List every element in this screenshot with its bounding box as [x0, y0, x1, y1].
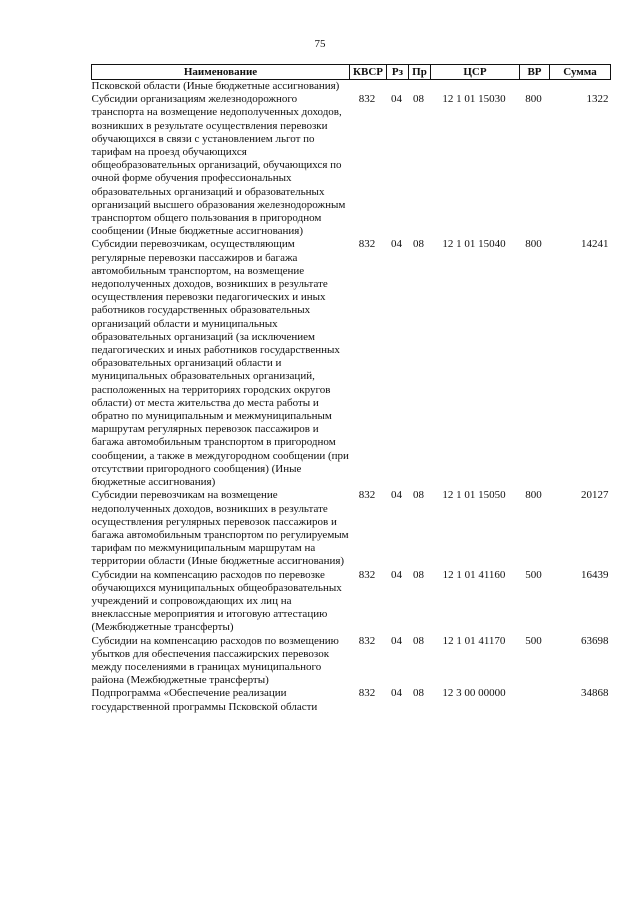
row-name: Субсидии перевозчикам, осуществляющим регулярные перевозки пассажиров и багажа автомобильным транспортом, на возмещение недополученных доходов, возникших в результате осуществления перевозки педагогических и иных работников государственных образовательных организаций области и муниципальных образовательных организаций (за исключением педагогических и иных работников государственных образовательных организаций области и муниципальных образовательных организаций, расположенных на территориях городских округов области) от места жительства до места работы и обратно по муниципальным и межмуниципальным маршрутам регулярных перевозок пассажиров и багажа автомобильным транспортом в пригородном сообщении, а также в междугородном сообщении (при отсутствии пригородного сообщения) (Иные бюджетные ассигнования): [91, 238, 349, 489]
row-pr: 08: [413, 687, 424, 700]
row-pr: 08: [413, 93, 424, 106]
table-row: [92, 687, 611, 713]
row-rz: 04: [391, 93, 402, 106]
row-csr: 12 1 01 15050: [442, 489, 506, 502]
header-csr: ЦСР: [431, 65, 520, 80]
row-vr: 500: [525, 568, 542, 581]
row-vr: 800: [525, 93, 542, 106]
row-vr: 800: [525, 238, 542, 251]
row-csr: 12 1 01 15040: [442, 238, 506, 251]
row-vr: 500: [525, 634, 542, 647]
row-name: Субсидии на компенсацию расходов по перевозке обучающихся муниципальных общеобразовательных учреждений и сопровождающих их лиц на внеклассные мероприятия и итоговую аттестацию (Межбюджетные трансферты): [91, 568, 342, 634]
row-sum: 34868: [581, 687, 609, 700]
row-pr: [409, 80, 431, 94]
row-name: Субсидии перевозчикам на возмещение недополученных доходов, возникших в результате осуществления регулярных перевозок пассажиров и багажа автомобильным транспортом по регулируемым тарифам по межмуниципальным маршрутам на территории области (Иные бюджетные ассигнования): [91, 489, 349, 568]
header-pr: Пр: [409, 65, 431, 80]
row-sum: 14241: [581, 238, 609, 251]
row-rz: 04: [391, 489, 402, 502]
row-pr: 08: [413, 489, 424, 502]
table-row: [92, 80, 611, 94]
row-kvsr: 832: [358, 93, 376, 106]
row-vr: [520, 687, 550, 713]
row-kvsr: 832: [358, 687, 376, 700]
row-rz: 04: [391, 687, 402, 700]
table-row: [92, 635, 611, 688]
row-name: Подпрограмма «Обеспечение реализации государственной программы Псковской области: [91, 687, 318, 713]
row-name: Субсидии организациям железнодорожного транспорта на возмещение недополученных доходов, возникших в результате осуществления перевозки обучающихся в связи с установлением льгот по тарифам на проезд обучающихся общеобразовательных организаций, обучающихся по очной форме обучения профессиональных образовательных организаций и образовательных организаций высшего образования железнодорожным транспортом общего пользования в пригородном сообщении (Иные бюджетные ассигнования): [91, 93, 346, 238]
row-sum: 63698: [581, 634, 609, 647]
row-rz: 04: [391, 238, 402, 251]
header-vr: ВР: [520, 65, 550, 80]
row-csr: 12 3 00 00000: [442, 687, 506, 700]
table-row: [92, 569, 611, 635]
row-rz: [387, 80, 409, 94]
table-row: [92, 489, 611, 568]
row-sum: 20127: [581, 489, 609, 502]
budget-table: [91, 64, 611, 714]
row-kvsr: 832: [358, 568, 376, 581]
row-csr: [431, 80, 520, 94]
row-kvsr: 832: [358, 489, 376, 502]
row-rz: 04: [391, 634, 402, 647]
row-kvsr: 832: [358, 634, 376, 647]
row-csr: 12 1 01 41170: [442, 634, 506, 647]
row-vr: 800: [525, 489, 542, 502]
row-vr: [520, 80, 550, 94]
header-kvsr: КВСР: [350, 65, 387, 80]
header-name: Наименование: [92, 65, 350, 80]
row-sum: 1322: [586, 93, 609, 106]
row-pr: 08: [413, 568, 424, 581]
row-sum: 16439: [581, 568, 609, 581]
page-number: 75: [314, 38, 326, 50]
row-name: Субсидии на компенсацию расходов по возмещению убытков для обеспечения пассажирских перевозок между поселениями в границах муниципального района (Межбюджетные трансферты): [91, 634, 339, 687]
header-sum: Сумма: [550, 65, 611, 80]
table-row: [92, 238, 611, 489]
row-pr: 08: [413, 634, 424, 647]
row-rz: 04: [391, 568, 402, 581]
row-kvsr: 832: [358, 238, 376, 251]
row-sum: [550, 80, 611, 94]
row-kvsr: [350, 80, 387, 94]
table-header-row: [92, 65, 611, 80]
row-csr: 12 1 01 15030: [442, 93, 506, 106]
row-pr: 08: [413, 238, 424, 251]
header-rz: Рз: [387, 65, 409, 80]
row-name: Псковской области (Иные бюджетные ассигнования): [91, 80, 340, 92]
row-csr: 12 1 01 41160: [442, 568, 506, 581]
table-row: [92, 93, 611, 238]
